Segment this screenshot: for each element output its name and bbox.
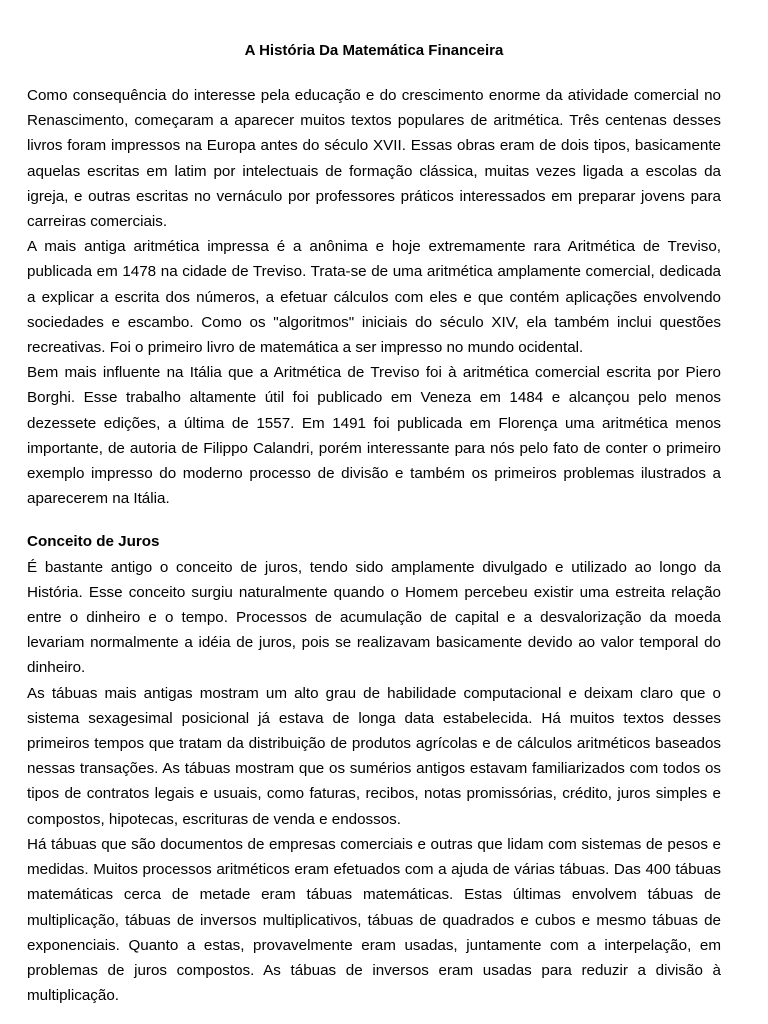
- section-spacer: [27, 511, 721, 529]
- intro-paragraph-1: Como consequência do interesse pela educação e do crescimento enorme da atividade comercial no Renascimento, começaram a aparecer muitos textos populares de aritmética. Três centenas desses livros foram impressos na Europa antes do século XVII. Essas obras eram de dois tipos, basicamente aquelas escritas em latim por intelectuais de formação clássica, muitas vezes ligada a escolas da igreja, e outras escritas no vernáculo por professores práticos interessados em preparar jovens para carreiras comerciais.: [27, 87, 721, 231]
- intro-paragraph-2: A mais antiga aritmética impressa é a anônima e hoje extremamente rara Aritmética de Treviso, publicada em 1478 na cidade de Treviso. Trata-se de uma aritmética amplamente comercial, dedicada a explicar a escrita dos números, a efetuar cálculos com eles e que contém aplicações envolvendo sociedades e escambo. Como os "algoritmos" iniciais do século XIV, ela também inclui questões recreativas. Foi o primeiro livro de matemática a ser impresso no mundo ocidental.: [27, 238, 721, 357]
- page-title: A História Da Matemática Financeira: [244, 42, 504, 59]
- document-page: [27, 38, 721, 1008]
- section-paragraph-1: É bastante antigo o conceito de juros, tendo sido amplamente divulgado e utilizado ao longo da História. Esse conceito surgiu naturalmente quando o Homem percebeu existir uma estreita relação entre o dinheiro e o tempo. Processos de acumulação de capital e a desvalorização da moeda levariam normalmente a idéia de juros, pois se realizavam basicamente devido ao valor temporal do dinheiro.: [27, 558, 721, 677]
- section-heading: Conceito de Juros: [27, 533, 160, 551]
- section-paragraph-2: As tábuas mais antigas mostram um alto grau de habilidade computacional e deixam claro que o sistema sexagesimal posicional já estava de longa data estabelecida. Há muitos textos desses primeiros tempos que tratam da distribuição de produtos agrícolas e de cálculos aritméticos baseados nessas transações. As tábuas mostram que os sumérios antigos estavam familiarizados com todos os tipos de contratos legais e usuais, como faturas, recibos, notas promissórias, crédito, juros simples e compostos, hipotecas, escrituras de venda e endossos.: [27, 684, 721, 828]
- intro-paragraph-3: Bem mais influente na Itália que a Aritmética de Treviso foi à aritmética comercial escrita por Piero Borghi. Esse trabalho altamente útil foi publicado em Veneza em 1484 e alcançou pelo menos dezessete edições, a última de 1557. Em 1491 foi publicada em Florença uma aritmética menos importante, de autoria de Filippo Calandri, porém interessante para nós pelo fato de conter o primeiro exemplo impresso do moderno processo de divisão e também os primeiros problemas ilustrados a aparecerem na Itália.: [27, 364, 721, 508]
- section-paragraph-3: Há tábuas que são documentos de empresas comerciais e outras que lidam com sistemas de pesos e medidas. Muitos processos aritméticos eram efetuados com a ajuda de várias tábuas. Das 400 tábuas matemáticas cerca de metade eram tábuas matemáticas. Estas últimas envolvem tábuas de multiplicação, tábuas de inversos multiplicativos, tábuas de quadrados e cubos e mesmo tábuas de exponenciais. Quanto a estas, provavelmente eram usadas, juntamente com a interpelação, em problemas de juros compostos. As tábuas de inversos eram usadas para reduzir a divisão à multiplicação.: [27, 835, 721, 1005]
